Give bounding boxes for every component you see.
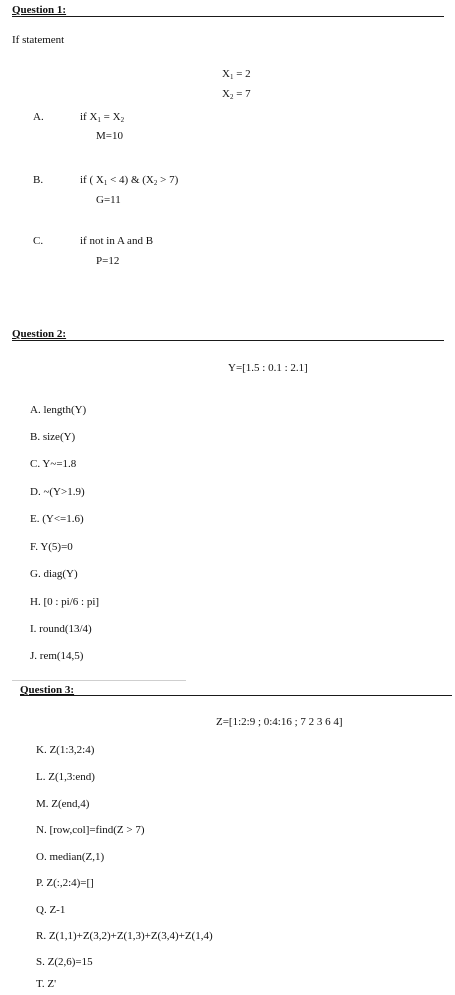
q3-item: T. Z'	[36, 978, 57, 990]
q1-a-label: A.	[33, 111, 44, 123]
q2-item: C. Y~=1.8	[30, 458, 77, 470]
q1-heading: Question 1:	[12, 4, 67, 16]
given-x1: $X_1 = 2$	[222, 68, 251, 81]
q1-subtitle: If statement	[12, 34, 65, 46]
q2-heading: Question 2:	[12, 328, 67, 340]
q2-item: B. size(Y)	[30, 431, 76, 443]
q3-expression: Z=[1:2:9 ; 0:4:16 ; 7 2 3 6 4]	[216, 716, 343, 728]
q3-item: N. [row,col]=find(Z > 7)	[36, 824, 145, 836]
q2-rule	[12, 340, 444, 341]
q1-c-condition: if not in A and B	[80, 235, 154, 247]
given-x2: $X_2 = 7$	[222, 88, 251, 101]
q3-item: Q. Z-1	[36, 904, 66, 916]
q3-item: P. Z(:,2:4)=[]	[36, 877, 94, 889]
q1-rule	[12, 16, 444, 17]
separator-line	[12, 680, 186, 681]
q3-item: R. Z(1,1)+Z(3,2)+Z(1,3)+Z(3,4)+Z(1,4)	[36, 930, 213, 942]
q3-item: M. Z(end,4)	[36, 798, 90, 810]
q1-b-label: B.	[33, 174, 44, 186]
q2-item: E. (Y<=1.6)	[30, 513, 84, 525]
q2-expression: Y=[1.5 : 0.1 : 2.1]	[228, 362, 308, 374]
q2-item: I. round(13/4)	[30, 623, 92, 635]
q3-heading: Question 3:	[20, 684, 75, 696]
q3-item: O. median(Z,1)	[36, 851, 105, 863]
q2-item: H. [0 : pi/6 : pi]	[30, 596, 100, 608]
q2-item: A. length(Y)	[30, 404, 87, 416]
q1-a-condition: if $X_1 = X_2$	[80, 111, 125, 124]
q2-item: F. Y(5)=0	[30, 541, 73, 553]
q2-item: G. diag(Y)	[30, 568, 78, 580]
q3-item: S. Z(2,6)=15	[36, 956, 93, 968]
q3-item: K. Z(1:3,2:4)	[36, 744, 95, 756]
q2-item: J. rem(14,5)	[30, 650, 84, 662]
q2-item: D. ~(Y>1.9)	[30, 486, 85, 498]
q1-a-result: M=10	[96, 130, 123, 142]
q1-b-condition: if ( $X_1 < 4$) & $(X_2 > 7)$	[80, 174, 179, 187]
q1-c-label: C.	[33, 235, 44, 247]
q3-item: L. Z(1,3:end)	[36, 771, 95, 783]
q1-b-result: G=11	[96, 194, 121, 206]
q3-rule	[20, 695, 452, 696]
q1-c-result: P=12	[96, 255, 120, 267]
